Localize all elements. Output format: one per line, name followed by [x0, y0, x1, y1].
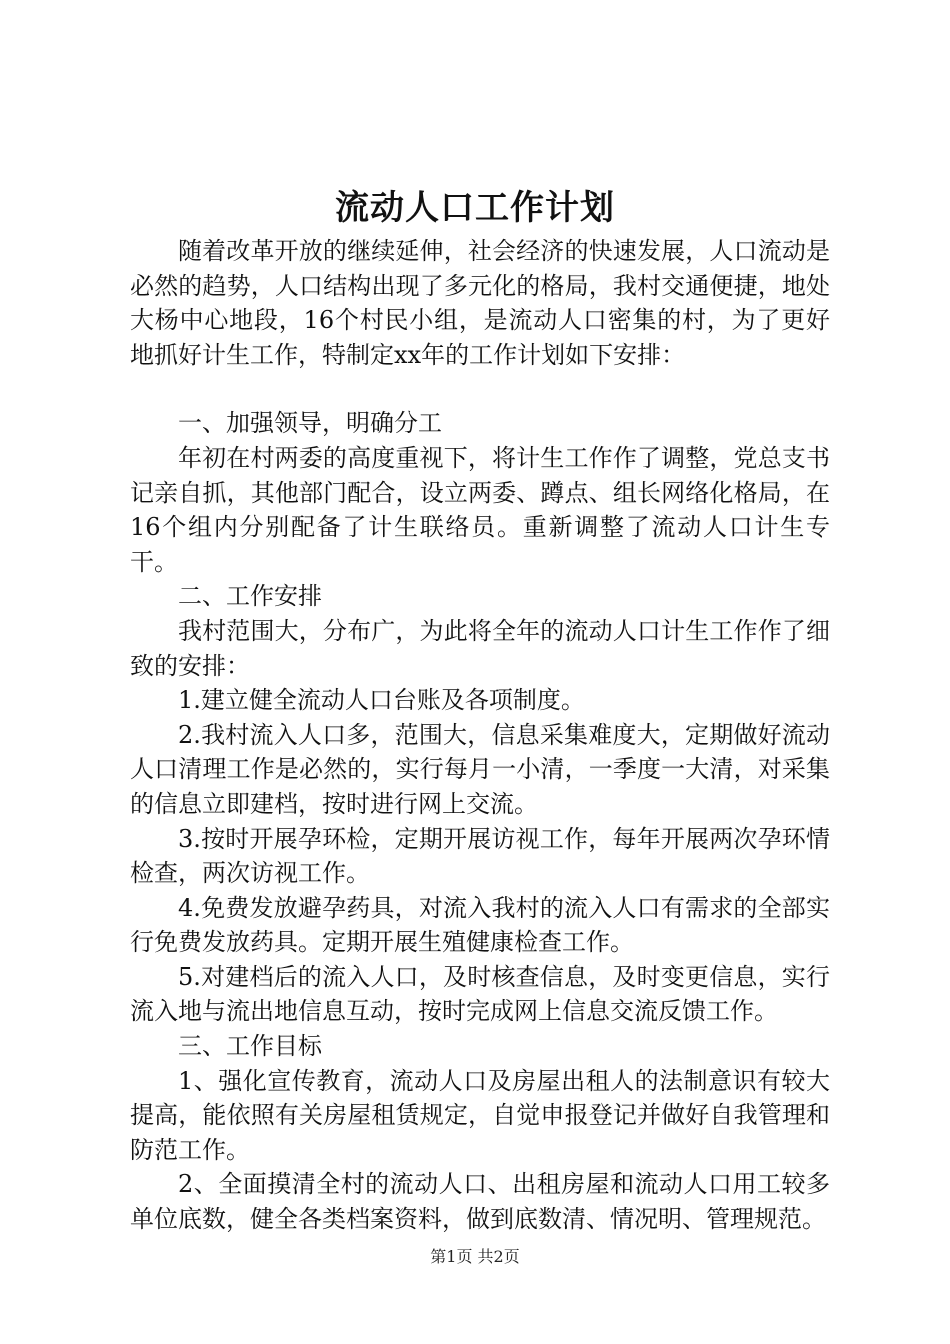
list-item: 4.免费发放避孕药具，对流入我村的流入人口有需求的全部实行免费发放药具。定期开展生殖健康检查工作。	[130, 893, 830, 957]
page-number-footer: 第1页 共2页	[430, 1247, 520, 1266]
intro-paragraph: 随着改革开放的继续延伸，社会经济的快速发展，人口流动是必然的趋势，人口结构出现了多元化的格局，我村交通便捷，地处大杨中心地段，16个村民小组，是流动人口密集的村，为了更好地抓好计生工作，特制定xx年的工作计划如下安排：	[130, 237, 830, 369]
list-item: 2.我村流入人口多，范围大，信息采集难度大，定期做好流动人口清理工作是必然的，实行每月一小清，一季度一大清，对采集的信息立即建档，按时进行网上交流。	[130, 720, 830, 818]
body-paragraph: 年初在村两委的高度重视下，将计生工作作了调整，党总支书记亲自抓，其他部门配合，设立两委、蹲点、组长网络化格局，在16个组内分别配备了计生联络员。重新调整了流动人口计生专干。	[130, 443, 830, 576]
section-heading-1: 一、加强领导，明确分工	[178, 409, 442, 438]
list-item: 1、强化宣传教育，流动人口及房屋出租人的法制意识有较大提高，能依照有关房屋租赁规定，自觉申报登记并做好自我管理和防范工作。	[130, 1066, 830, 1164]
section-heading-3: 三、工作目标	[178, 1032, 322, 1061]
document-body	[130, 234, 830, 1237]
section-heading-2: 二、工作安排	[178, 582, 322, 611]
list-item: 1.建立健全流动人口台账及各项制度。	[178, 686, 585, 715]
list-item: 5.对建档后的流入人口，及时核查信息，及时变更信息，实行流入地与流出地信息互动，按时完成网上信息交流反馈工作。	[130, 962, 830, 1026]
list-item: 2、全面摸清全村的流动人口、出租房屋和流动人口用工较多单位底数，健全各类档案资料，做到底数清、情况明、管理规范。	[130, 1170, 830, 1234]
document-title: 流动人口工作计划	[335, 188, 615, 228]
list-item: 3.按时开展孕环检，定期开展访视工作，每年开展两次孕环情检查，两次访视工作。	[130, 824, 830, 888]
body-paragraph: 我村范围大，分布广，为此将全年的流动人口计生工作作了细致的安排：	[130, 616, 830, 680]
